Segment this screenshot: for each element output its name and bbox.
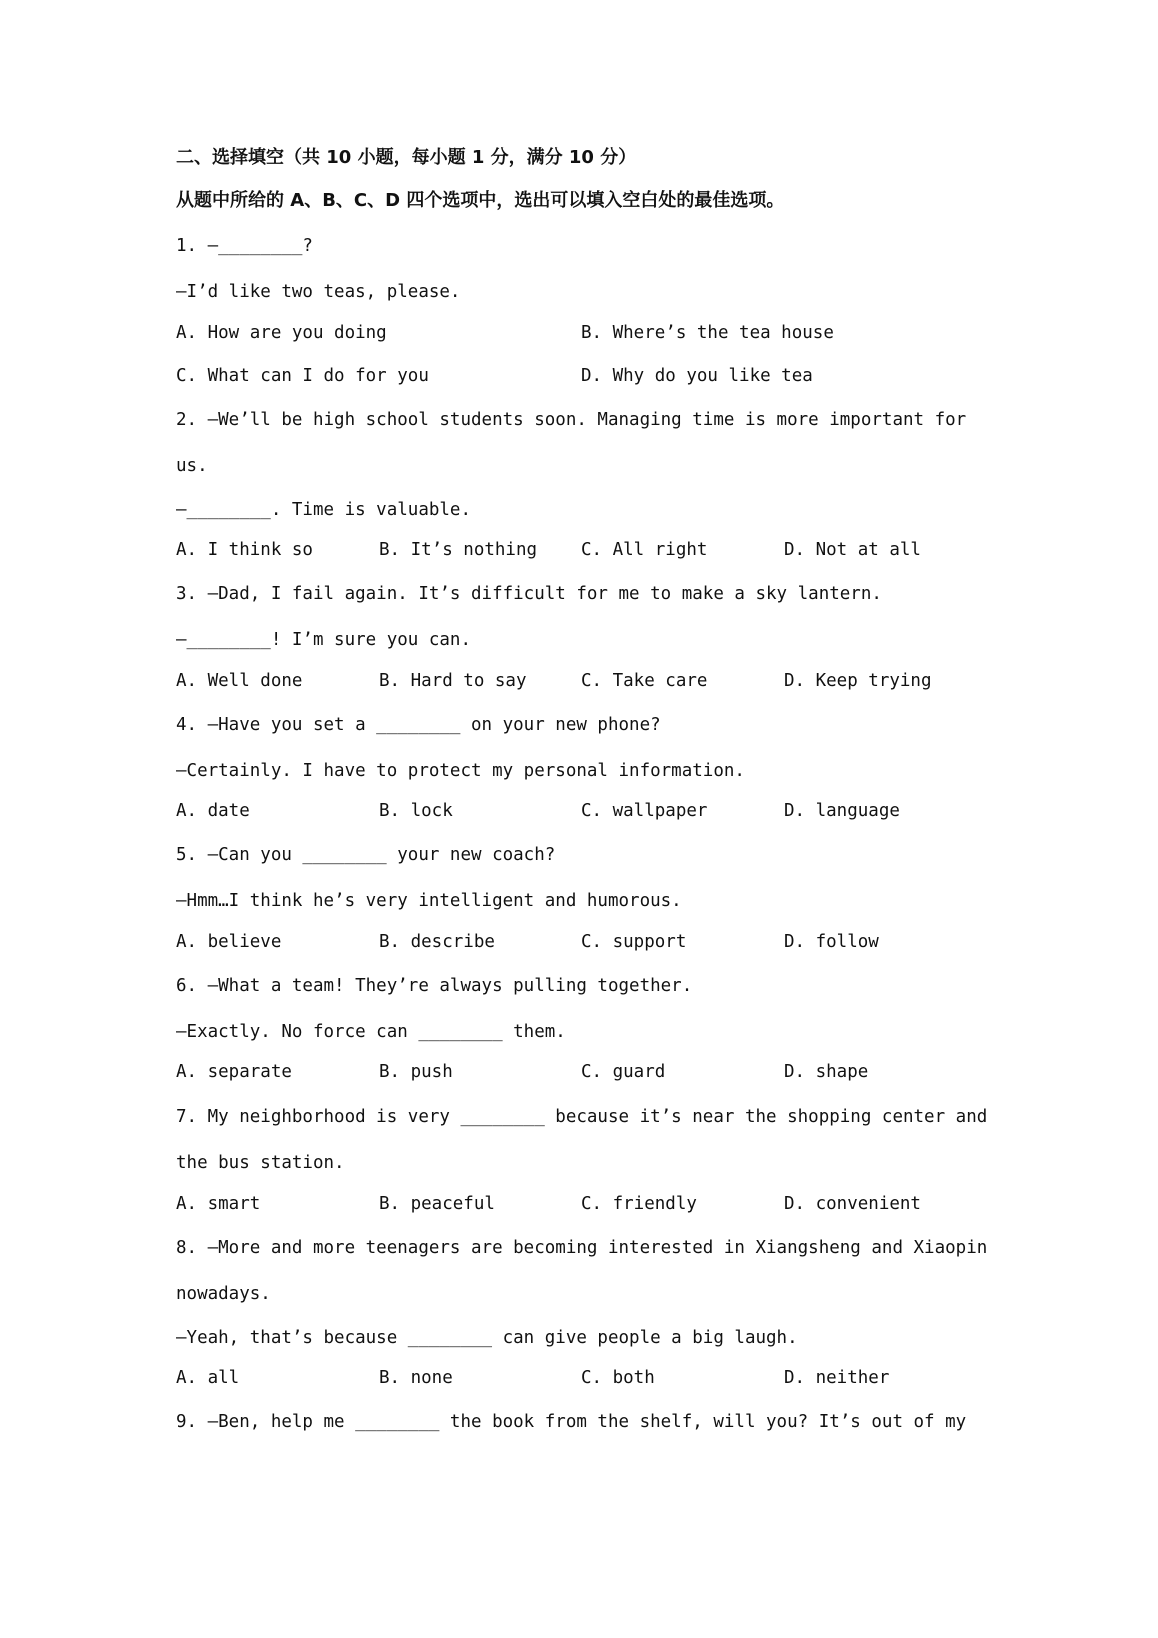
question-3-option-b: B. Hard to say [379,671,527,691]
question-2-option-c: C. All right [581,540,708,560]
question-3-reply: —________! I’m sure you can. [176,630,472,650]
question-8-option-c: C. both [581,1368,655,1388]
question-5-option-c: C. support [581,932,687,952]
question-4-option-b: B. lock [379,801,453,821]
question-8-reply: —Yeah, that’s because ________ can give people a big laugh. [176,1328,798,1348]
question-6-reply: —Exactly. No force can ________ them. [176,1022,566,1042]
question-8-option-d: D. neither [784,1368,890,1388]
question-5-reply: —Hmm…I think he’s very intelligent and humorous. [176,891,682,911]
question-8-option-a: A. all [176,1368,240,1388]
question-3-option-c: C. Take care [581,671,708,691]
question-5-option-a: A. believe [176,932,282,952]
question-7-option-b: B. peaceful [379,1194,495,1214]
question-8-option-b: B. none [379,1368,453,1388]
question-1-option-c: C. What can I do for you [176,366,429,386]
question-4-stem: 4. —Have you set a ________ on your new phone? [176,715,661,735]
question-2-stem-cont: us. [176,456,208,476]
question-5-option-d: D. follow [784,932,879,952]
question-6-option-c: C. guard [581,1062,666,1082]
question-2-stem: 2. —We’ll be high school students soon. Managing time is more important for [176,410,967,430]
question-4-reply: —Certainly. I have to protect my personal information. [176,761,745,781]
question-4-option-a: A. date [176,801,250,821]
question-7-stem-cont: the bus station. [176,1153,345,1173]
question-6-option-b: B. push [379,1062,453,1082]
question-6-option-a: A. separate [176,1062,292,1082]
question-4-option-d: D. language [784,801,900,821]
question-8-stem: 8. —More and more teenagers are becoming interested in Xiangsheng and Xiaopin [176,1238,988,1258]
question-2-option-a: A. I think so [176,540,313,560]
question-1-option-d: D. Why do you like tea [581,366,813,386]
question-7-option-d: D. convenient [784,1194,921,1214]
question-1-stem: 1. —________? [176,236,313,256]
question-3-stem: 3. —Dad, I fail again. It’s difficult for me to make a sky lantern. [176,584,882,604]
question-3-option-a: A. Well done [176,671,303,691]
question-3-option-d: D. Keep trying [784,671,932,691]
question-2-option-d: D. Not at all [784,540,921,560]
question-1-option-b: B. Where’s the tea house [581,323,834,343]
question-7-option-a: A. smart [176,1194,261,1214]
question-9-stem: 9. —Ben, help me ________ the book from the shelf, will you? It’s out of my [176,1412,967,1432]
question-2-option-b: B. It’s nothing [379,540,538,560]
question-6-option-d: D. shape [784,1062,869,1082]
question-8-stem-cont: nowadays. [176,1284,271,1304]
section-title: 二、选择填空（共 10 小题，每小题 1 分，满分 10 分） [176,147,637,168]
question-5-stem: 5. —Can you ________ your new coach? [176,845,556,865]
section-instruction: 从题中所给的 A、B、C、D 四个选项中，选出可以填入空白处的最佳选项。 [176,190,785,211]
question-4-option-c: C. wallpaper [581,801,708,821]
question-6-stem: 6. —What a team! They’re always pulling together. [176,976,693,996]
question-2-reply: —________. Time is valuable. [176,500,472,520]
question-7-option-c: C. friendly [581,1194,697,1214]
question-1-option-a: A. How are you doing [176,323,387,343]
question-5-option-b: B. describe [379,932,495,952]
question-7-stem: 7. My neighborhood is very ________ because it’s near the shopping center and [176,1107,988,1127]
question-1-reply: —I’d like two teas, please. [176,282,461,302]
